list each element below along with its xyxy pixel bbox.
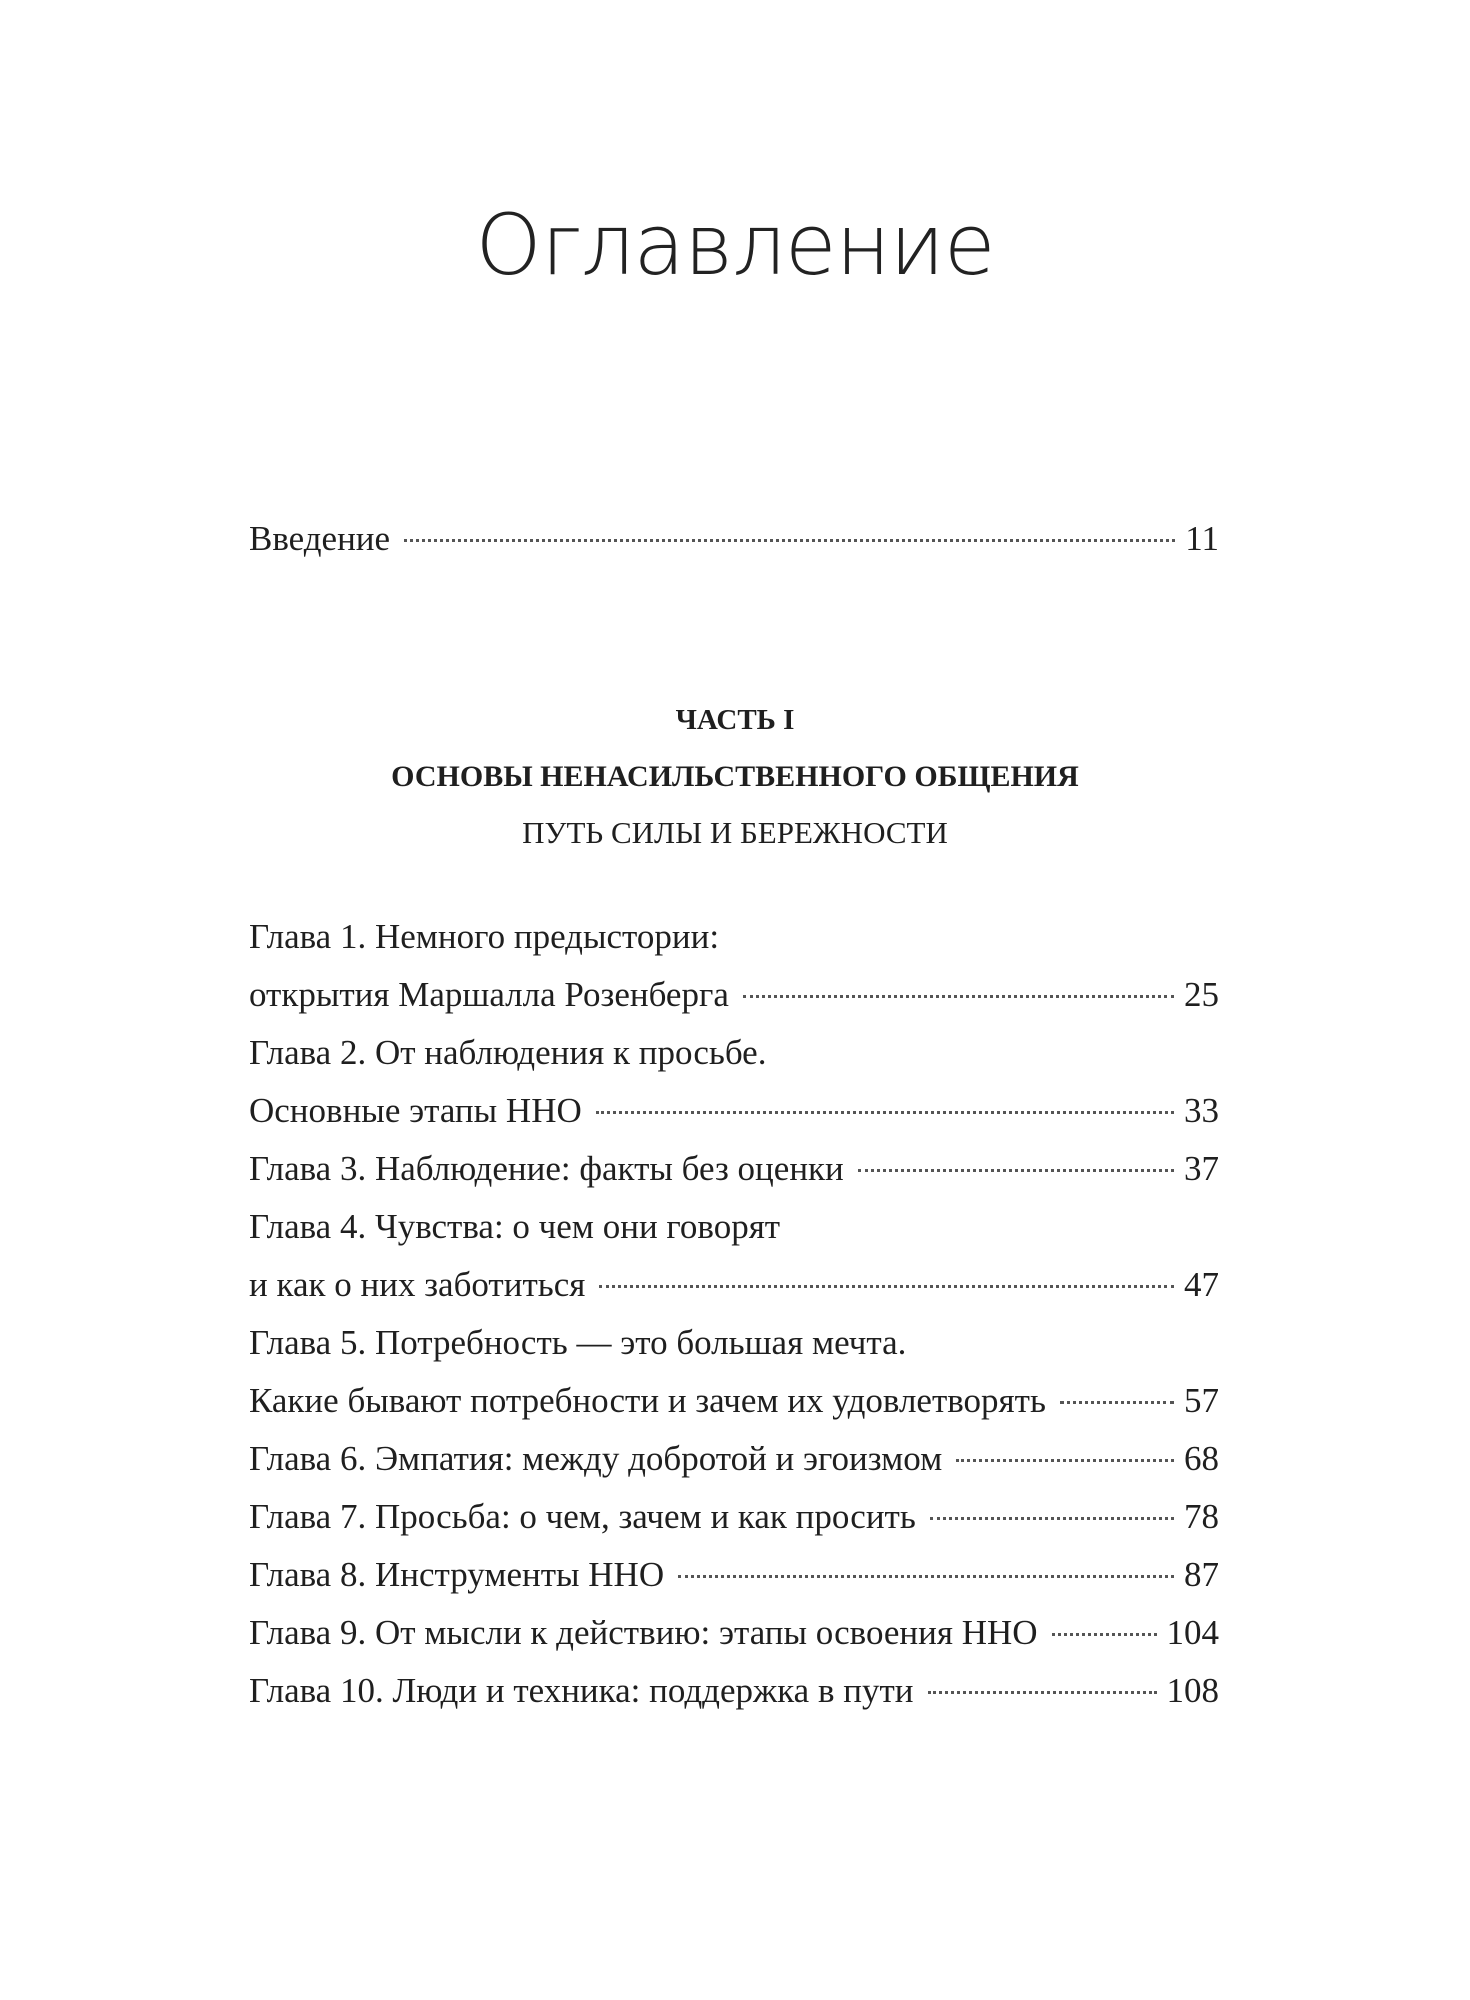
toc-entry-title: Какие бывают потребности и зачем их удовлетворять (249, 1381, 1046, 1420)
toc-entry-chapter-6[interactable] (249, 1430, 1219, 1488)
toc-entry-line[interactable]: Глава 4. Чувства: о чем они говорят (249, 1207, 781, 1246)
toc-entry-page: 57 (1184, 1381, 1219, 1420)
toc-entry-page: 37 (1184, 1149, 1219, 1188)
toc-entry-title: Глава 9. От мысли к действию: этапы освоения ННО (249, 1613, 1038, 1652)
toc-entry-chapter-5[interactable] (249, 1372, 1219, 1430)
toc-entry-page: 104 (1166, 1613, 1219, 1652)
toc-entry-title: Глава 8. Инструменты ННО (249, 1555, 665, 1594)
dot-leader (1052, 1633, 1157, 1636)
part-label: ЧАСТЬ I (675, 704, 795, 736)
toc-entry-title: Глава 6. Эмпатия: между добротой и эгоизмом (249, 1439, 943, 1478)
toc-entry-chapter-2[interactable] (249, 1082, 1219, 1140)
dot-leader (930, 1517, 1174, 1520)
dot-leader (1060, 1401, 1174, 1404)
toc-entry-page: 47 (1184, 1265, 1219, 1304)
toc-entry-chapter-7[interactable] (249, 1488, 1219, 1546)
dot-leader (858, 1169, 1174, 1172)
toc-entry-chapter-1[interactable] (249, 966, 1219, 1024)
dot-leader (956, 1459, 1174, 1462)
toc-entry-title: Основные этапы ННО (249, 1091, 582, 1130)
dot-leader (743, 995, 1174, 998)
toc-entry-page: 25 (1184, 975, 1219, 1014)
toc-entry-line[interactable]: Глава 2. От наблюдения к просьбе. (249, 1033, 767, 1072)
toc-entry-title: открытия Маршалла Розенберга (249, 975, 729, 1014)
toc-entry-page: 68 (1184, 1439, 1219, 1478)
toc-entry-page: 11 (1185, 519, 1219, 558)
toc-intro (249, 510, 1219, 568)
part-subtitle: ПУТЬ СИЛЫ И БЕРЕЖНОСТИ (522, 815, 948, 850)
toc-entry-chapter-9[interactable] (249, 1604, 1219, 1662)
toc-entry-intro[interactable] (249, 510, 1219, 568)
toc-chapters (249, 908, 1219, 1720)
toc-entry-title: и как о них заботиться (249, 1265, 586, 1304)
dot-leader (596, 1111, 1174, 1114)
toc-entry-title: Глава 10. Люди и техника: поддержка в пути (249, 1671, 914, 1710)
dot-leader (404, 539, 1175, 542)
toc-entry-chapter-10[interactable] (249, 1662, 1219, 1720)
toc-entry-page: 33 (1184, 1091, 1219, 1130)
dot-leader (599, 1285, 1174, 1288)
part-title: ОСНОВЫ НЕНАСИЛЬСТВЕННОГО ОБЩЕНИЯ (391, 760, 1079, 793)
toc-entry-page: 108 (1166, 1671, 1219, 1710)
dot-leader (928, 1691, 1157, 1694)
toc-entry-line[interactable]: Глава 5. Потребность — это большая мечта. (249, 1323, 907, 1362)
toc-entry-chapter-4[interactable] (249, 1256, 1219, 1314)
toc-entry-chapter-3[interactable] (249, 1140, 1219, 1198)
toc-entry-chapter-8[interactable] (249, 1546, 1219, 1604)
toc-entry-page: 78 (1184, 1497, 1219, 1536)
page-title: Оглавление (475, 196, 995, 294)
toc-entry-title: Глава 3. Наблюдение: факты без оценки (249, 1149, 844, 1188)
dot-leader (678, 1575, 1174, 1578)
toc-entry-line[interactable]: Глава 1. Немного предыстории: (249, 917, 720, 956)
toc-entry-title: Глава 7. Просьба: о чем, зачем и как просить (249, 1497, 916, 1536)
toc-entry-title: Введение (249, 519, 391, 558)
toc-entry-page: 87 (1184, 1555, 1219, 1594)
